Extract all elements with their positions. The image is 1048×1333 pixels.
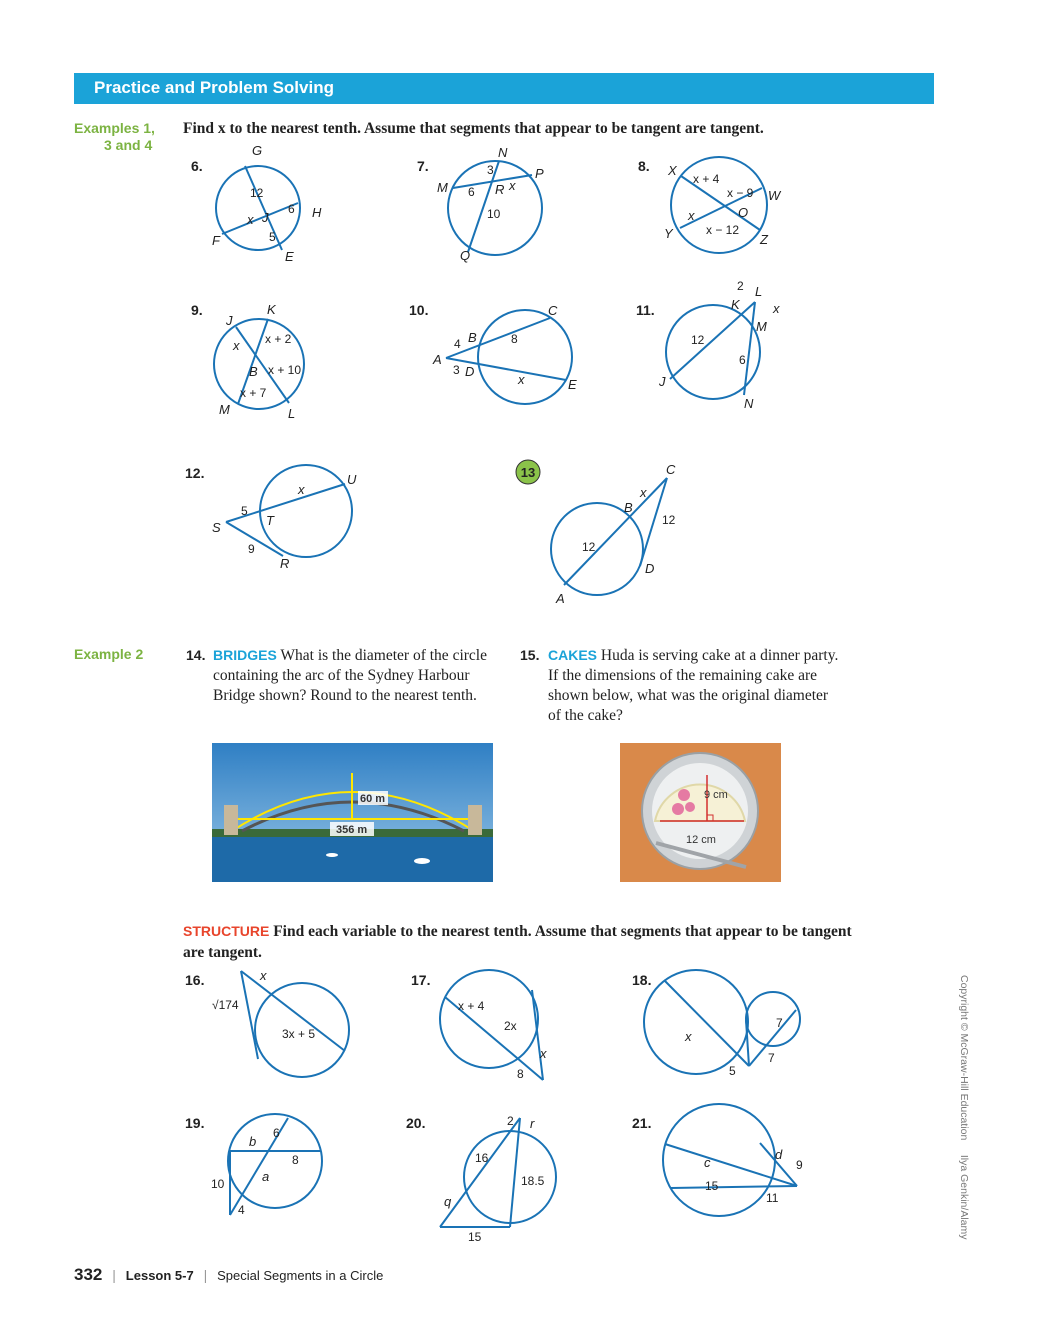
- fig-label: W: [768, 188, 781, 203]
- fig-label: 2: [737, 279, 744, 293]
- fig-label: J: [659, 374, 666, 389]
- fig-label: 18.5: [521, 1174, 545, 1188]
- fig-label: x: [509, 178, 516, 193]
- figure-20: [440, 1114, 556, 1244]
- fig-label: 2: [507, 1114, 514, 1128]
- fig-label: C: [666, 462, 676, 477]
- problem-number: 21.: [632, 1115, 652, 1131]
- problem-number: 7.: [417, 158, 429, 174]
- side-credit-container: [958, 975, 970, 1245]
- fig-label: 2x: [504, 1019, 517, 1033]
- fig-label: A: [556, 591, 565, 606]
- fig-label: x: [685, 1029, 692, 1044]
- example-2-label: Example 2: [74, 646, 144, 662]
- fig-label: √174: [212, 998, 239, 1012]
- fig-label: 7: [776, 1016, 783, 1030]
- cake-photo: [620, 743, 781, 882]
- fig-label: 6: [288, 202, 295, 216]
- fig-label: x: [298, 482, 305, 497]
- figures-section3: [0, 950, 1048, 1250]
- figure-11: [658, 279, 780, 411]
- fig-label: b: [249, 1134, 257, 1149]
- fig-label: U: [347, 472, 357, 487]
- problem-number: 20.: [406, 1115, 426, 1131]
- fig-label: X: [668, 163, 677, 178]
- fig-label: r: [530, 1116, 535, 1131]
- fig-label: c: [704, 1155, 711, 1170]
- fig-label: x: [688, 208, 695, 223]
- footer: [74, 1265, 383, 1285]
- problem-number: 15.: [520, 647, 540, 663]
- fig-label: P: [535, 166, 544, 181]
- fig-label: T: [266, 513, 274, 528]
- problem-number: 9.: [191, 302, 203, 318]
- problem-number: 11.: [636, 302, 655, 318]
- fig-label: M: [756, 319, 767, 334]
- problem-number: 18.: [632, 972, 652, 988]
- fig-label: 5: [241, 504, 248, 518]
- figures-section1: [0, 0, 1048, 640]
- fig-label: 8: [517, 1067, 524, 1081]
- fig-label: L: [755, 284, 763, 299]
- problem-text: Huda is serving cake at a dinner party. If the dimensions of the remaining cake are shown below, what was the original diameter of the cake?: [548, 647, 839, 724]
- fig-label: 8: [511, 332, 518, 346]
- divider: |: [203, 1267, 208, 1283]
- figure-12: [212, 465, 357, 571]
- section-title: Practice and Problem Solving: [94, 78, 334, 97]
- fig-label: L: [288, 406, 296, 421]
- fig-label: 3x + 5: [282, 1027, 316, 1041]
- fig-label: x − 12: [706, 223, 740, 237]
- fig-label: F: [212, 233, 220, 248]
- fig-label: E: [568, 377, 577, 392]
- figure-21: [663, 1104, 803, 1216]
- figure-10: [432, 303, 577, 404]
- fig-label: 10: [487, 207, 501, 221]
- fig-label: 9: [796, 1158, 803, 1172]
- fig-label: R: [495, 182, 505, 197]
- figure-6: [212, 143, 322, 264]
- fig-label: x: [260, 968, 267, 983]
- problem-number: 19.: [185, 1115, 205, 1131]
- fig-label: B: [468, 330, 477, 345]
- fig-label: 12: [582, 540, 596, 554]
- fig-label: x: [640, 485, 647, 500]
- fig-label: S: [212, 520, 221, 535]
- fig-label: a: [262, 1169, 270, 1184]
- fig-label: 12: [662, 513, 676, 527]
- keyword: STRUCTURE: [183, 923, 270, 939]
- fig-label: x: [540, 1046, 547, 1061]
- bridge-label: 60 m: [360, 793, 386, 805]
- figure-13: [516, 460, 676, 606]
- fig-label: 3: [487, 163, 494, 177]
- fig-label: x − 9: [727, 186, 754, 200]
- bridge-label: 356 m: [336, 824, 368, 836]
- problem-number: 17.: [411, 972, 431, 988]
- keyword: CAKES: [548, 647, 598, 663]
- fig-label: x + 7: [240, 386, 267, 400]
- divider: |: [112, 1267, 116, 1283]
- page-number: 332: [74, 1265, 103, 1284]
- fig-label: G: [252, 143, 263, 158]
- fig-label: R: [280, 556, 290, 571]
- fig-label: x: [233, 338, 240, 353]
- fig-label: 6: [273, 1126, 280, 1140]
- problem-14-text: [213, 645, 493, 706]
- fig-label: 6: [739, 353, 746, 367]
- fig-label: q: [444, 1194, 452, 1209]
- problem-number: 16.: [185, 972, 205, 988]
- fig-label: K: [731, 297, 740, 312]
- fig-label: 10: [211, 1177, 225, 1191]
- fig-label: O: [738, 205, 749, 220]
- keyword: BRIDGES: [213, 647, 277, 663]
- figure-9: [214, 302, 304, 421]
- side-credit: Copyright © McGraw-Hill Education Ilya Genkin/Alamy: [958, 975, 970, 1240]
- fig-label: Y: [664, 226, 673, 241]
- cake-label: 12 cm: [686, 834, 716, 846]
- fig-label: 12: [691, 333, 705, 347]
- fig-label: x + 2: [265, 332, 292, 346]
- fig-label: Z: [760, 232, 768, 247]
- fig-label: A: [433, 352, 442, 367]
- fig-label: H: [312, 205, 322, 220]
- fig-label: 7: [768, 1051, 775, 1065]
- fig-label: D: [645, 561, 655, 576]
- problem-number: 6.: [191, 158, 203, 174]
- fig-label: 6: [468, 185, 475, 199]
- fig-label: D: [465, 364, 475, 379]
- fig-label: 12: [250, 186, 264, 200]
- problem-number: 8.: [638, 158, 650, 174]
- fig-label: N: [498, 145, 508, 160]
- bridge-photo: [212, 743, 493, 882]
- examples-label-2: 3 and 4: [104, 137, 153, 153]
- fig-label: N: [744, 396, 754, 411]
- problem-number: 14.: [186, 647, 206, 663]
- fig-label: 15: [468, 1230, 482, 1244]
- figure-17: [440, 970, 547, 1081]
- fig-label: d: [775, 1147, 783, 1162]
- fig-label: 16: [475, 1151, 489, 1165]
- lesson-title: Special Segments in a Circle: [217, 1268, 384, 1283]
- problem-number: 13: [520, 465, 536, 480]
- fig-label: M: [437, 180, 448, 195]
- problem-number: 12.: [185, 465, 205, 481]
- fig-label: E: [285, 249, 294, 264]
- fig-label: M: [219, 402, 230, 417]
- fig-label: B: [249, 364, 258, 379]
- fig-label: Q: [460, 248, 471, 263]
- fig-label: 5: [269, 230, 276, 244]
- fig-label: x: [773, 301, 780, 316]
- fig-label: x + 4: [458, 999, 485, 1013]
- fig-label: K: [267, 302, 276, 317]
- fig-label: x: [518, 372, 525, 387]
- examples-label: Examples 1,: [74, 120, 155, 136]
- instruction-text: Find each variable to the nearest tenth. Assume that segments that appear to be tangent are tangent.: [183, 923, 852, 961]
- lesson-label: Lesson 5-7: [125, 1268, 194, 1283]
- fig-label: 4: [454, 337, 461, 351]
- fig-label: J: [262, 210, 269, 225]
- fig-label: B: [624, 500, 633, 515]
- instruction: Find x to the nearest tenth. Assume that segments that appear to be tangent are tangent.: [183, 120, 764, 137]
- fig-label: 9: [248, 542, 255, 556]
- problem-number: 10.: [409, 302, 429, 318]
- figure-18: [644, 970, 800, 1078]
- fig-label: x: [247, 212, 254, 227]
- fig-label: C: [548, 303, 558, 318]
- fig-label: x + 10: [268, 363, 302, 377]
- figure-8: [664, 157, 782, 253]
- cake-label: 9 cm: [704, 789, 728, 801]
- fig-label: 5: [729, 1064, 736, 1078]
- figure-16: [212, 968, 349, 1077]
- fig-label: 3: [453, 363, 460, 377]
- figure-7: [437, 145, 544, 263]
- problem-text: What is the diameter of the circle containing the arc of the Sydney Harbour Bridge shown? Round to the nearest tenth.: [213, 647, 487, 704]
- fig-label: 4: [238, 1203, 245, 1217]
- fig-label: 11: [766, 1191, 779, 1205]
- fig-label: 8: [292, 1153, 299, 1167]
- fig-label: J: [226, 313, 233, 328]
- problem-15-text: [548, 645, 843, 726]
- figure-19: [211, 1114, 322, 1217]
- fig-label: x + 4: [693, 172, 720, 186]
- fig-label: 15: [705, 1179, 719, 1193]
